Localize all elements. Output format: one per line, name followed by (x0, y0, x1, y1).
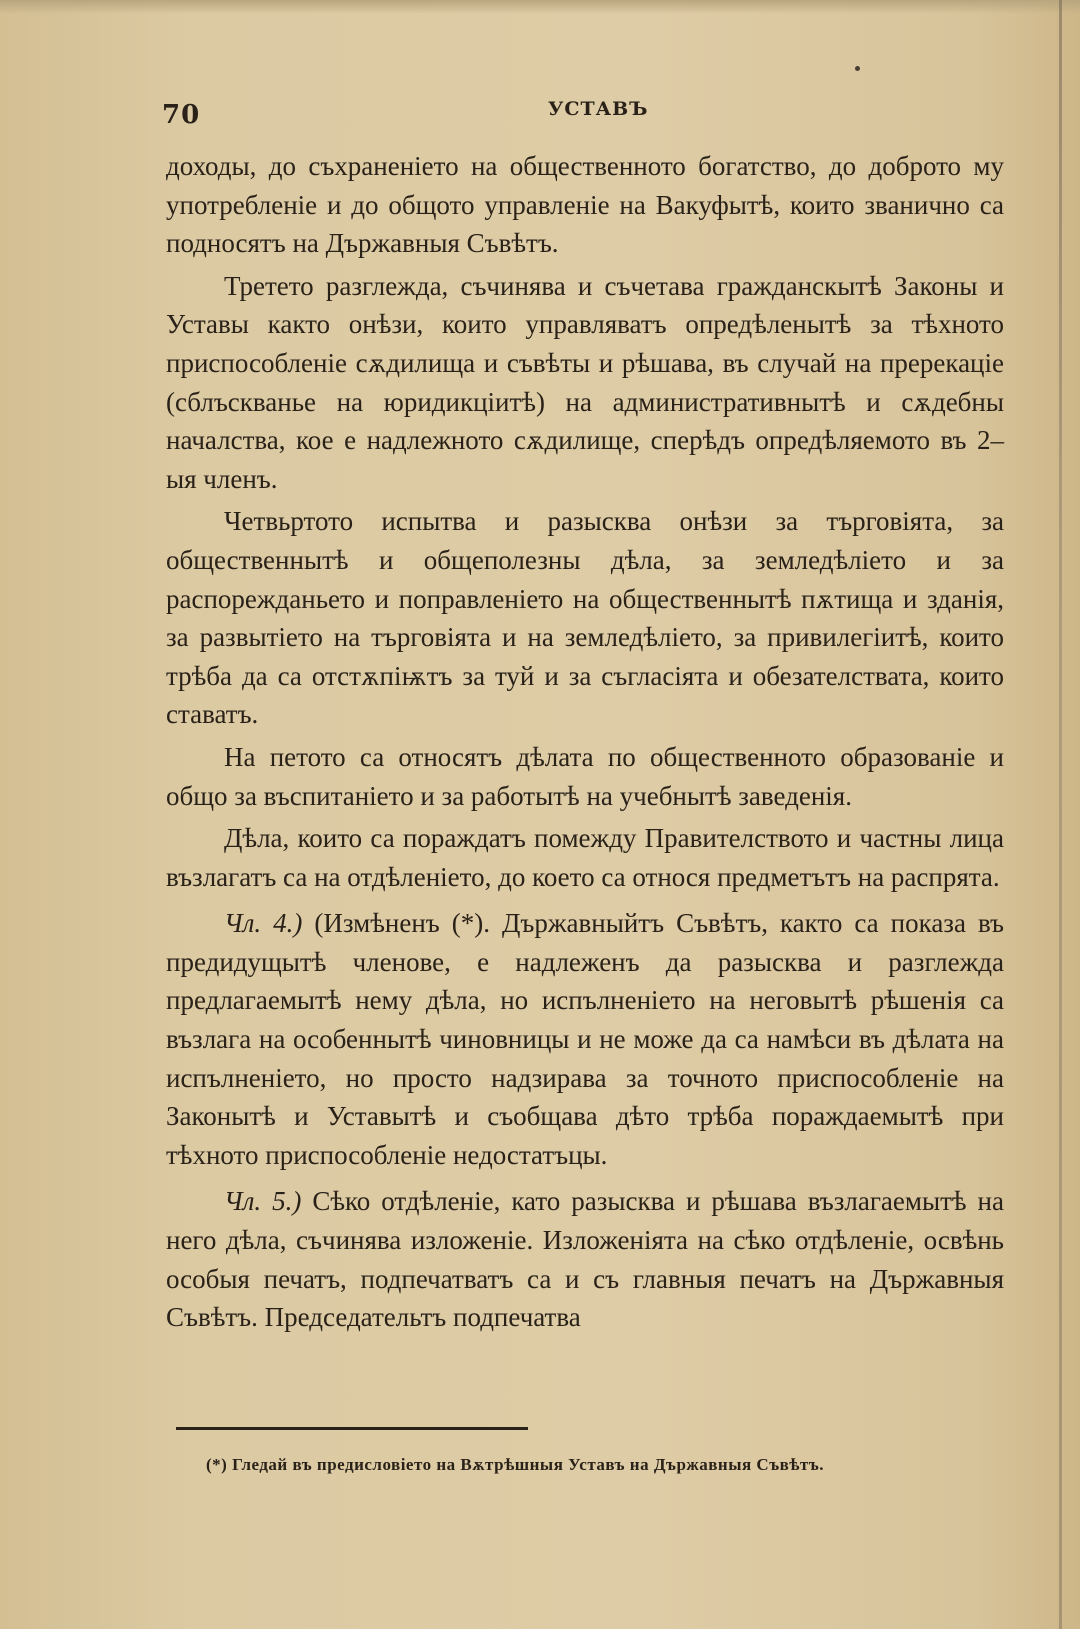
page-number: 70 (162, 100, 201, 130)
article-5-label: Чл. 5.) (224, 1186, 302, 1217)
paragraph-disputes: Дѣла, които са пораждатъ помежду Правителството и частны лица възлагатъ са на отдѣленіето, до което са относя предметътъ на распрята. (166, 823, 1004, 892)
article-5 (166, 1182, 1004, 1336)
paragraph-continuation: доходы, до съхраненіето на общественното богатство, до доброто му употребленіе и до общото управленіе на Вакуфытѣ, които званично са подносятъ на Държавныя Съвѣтъ. (166, 151, 1004, 259)
ink-dot (855, 66, 860, 71)
article-4 (166, 904, 1004, 1174)
footnote-rule (176, 1427, 528, 1430)
running-head: УСТАВЪ (548, 98, 649, 120)
article-5-text: Сѣко отдѣленіе, като разысква и рѣшава възлагаемытѣ на него дѣла, съчинява изложеніе. Изложеніята на сѣко отдѣленіе, освѣнь особыя печатъ, подпечатватъ са и съ главныя печатъ на Държавныя Съвѣтъ. Председательтъ подпечатва (166, 1186, 1004, 1333)
paragraph-third-section: Третето разглежда, съчинява и съчетава гражданскытѣ Законы и Уставы както онѣзи, които управляватъ опредѣленытѣ за тѣхното приспособленіе сѫдилища и съвѣты и рѣшава, въ случай на пререкаціе (сблъскванье на юридикціитѣ) на административнытѣ и сѫдебны началства, кое е надлежното сѫдилище, сперѣдъ опредѣляемото въ 2–ыя членъ. (166, 270, 1004, 494)
page-edge-line (1059, 0, 1062, 1629)
paragraph-fourth-section: Четвьртото испытва и разысква онѣзи за търговіята, за общественнытѣ и общеполезны дѣла, за земледѣліето и за распорежданьето и поправленіето на общественнытѣ пѫтища и зданія, за развытіето на търговіята и на земледѣліето, за привилегіитѣ, които трѣба да са отстѫпіѭтъ за туй и за съгласіята и обезателствата, които ставатъ. (166, 506, 1004, 730)
page-top-shadow (0, 0, 1080, 14)
paragraph-fifth-section: На петото са относятъ дѣлата по общественното образованіе и общо за въспитаніето и за работытѣ на учебнытѣ заведенія. (166, 741, 1004, 811)
footnote (206, 1455, 824, 1475)
footnote-marker: (*) (206, 1455, 228, 1474)
article-4-text: (Измѣненъ (*). Държавныйтъ Съвѣтъ, както са показа въ предидущытѣ членове, е надлеженъ да разысква и разглежда предлагаемытѣ нему дѣла, но испълненіето на неговытѣ рѣшенія са възлага на особеннытѣ чиновницы и не може да са намѣси въ дѣлата на испълненіето, но просто надзирава за точното приспособленіе на Законытѣ и Уставытѣ и съобщава дѣто трѣба пораждаемытѣ при тѣхното приспособленіе недостатъцы. (166, 908, 1005, 1170)
article-4-label: Чл. 4.) (224, 908, 303, 939)
footnote-text: Гледай въ предисловіето на Вѫтрѣшныя Уставъ на Държавныя Съвѣтъ. (232, 1455, 825, 1474)
body-text (166, 147, 1004, 1341)
